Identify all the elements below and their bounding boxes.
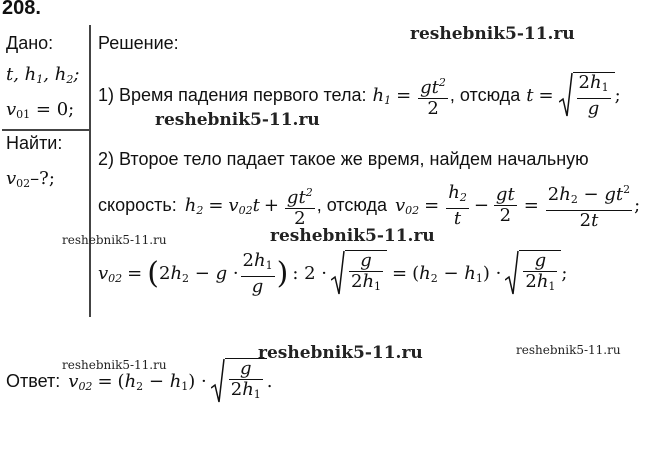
watermark: reshebnik5-11.ru [258,343,423,363]
step1-fraction: $\frac{gt^2}{2}$ [418,73,448,119]
answer-label: Ответ: [6,371,61,391]
step1-sqrt: $\frac{2h_1}{g}$ [559,72,615,119]
find-v02: $v_{02}-$?; [6,168,55,190]
watermark: reshebnik5-11.ru [62,233,167,247]
watermark: reshebnik5-11.ru [155,110,320,130]
given-divider-horizontal [2,129,90,131]
step1-text: 1) Время падения первого тела: [98,85,367,105]
answer-line: Ответ: $v_{02}$ = $(h_2 - h_1)$ · $\frac{g}{2h_1}$ . [6,358,273,405]
step2-from: , отсюда [316,195,387,215]
step1-line: 1) Время падения первого тела: $h_1$ = $\frac{gt^2}{2}$ , отсюда t = $\frac{2h_1}{g}$ ; [98,72,621,119]
solution-header: Решение: [98,33,179,53]
find-header: Найти: [6,133,63,153]
given-v01: $v_{01} = 0$; [6,99,75,121]
given-header: Дано: [6,33,54,53]
step2-line: скорость: $h_2$ = $v_{02}t$ + $\frac{gt^2}{2}$ , отсюда $v_{02}$ = $\frac{h_2}{t}$ − $\frac{gt}{2}$ = $\frac{2h_2 - gt^2}{2t}$ ; [98,181,641,231]
given-divider-vertical [89,25,91,317]
step2-result-line: $v_{02}$ = ( $2h_2 - g$ · $\frac{2h_1}{g}$ ) : 2 · $\frac{g}{2h_1}$ = $(h_2 - h_1)$ · $\frac{g}{2h_1}$ ; [98,249,568,297]
watermark: reshebnik5-11.ru [516,343,621,357]
watermark: reshebnik5-11.ru [410,24,575,44]
watermark: reshebnik5-11.ru [270,226,435,246]
given-variables: t, $h_1$, $h_2$; [6,64,80,86]
step1-from: , отсюда [449,85,521,105]
step2-text: 2) Второе тело падает такое же время, найдем начальную [98,149,589,169]
problem-number: 208. [2,0,41,19]
watermark: reshebnik5-11.ru [62,358,167,372]
step2-speed: скорость: [98,195,177,215]
